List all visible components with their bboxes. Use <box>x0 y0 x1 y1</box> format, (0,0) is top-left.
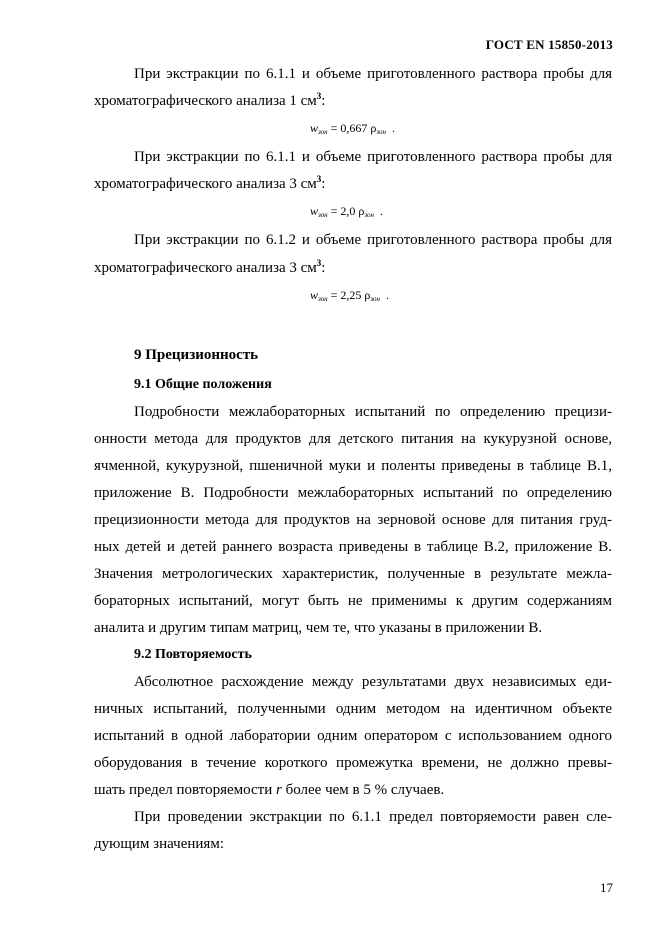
formula-rhs: = 2,0 ρ <box>330 204 365 218</box>
block2-line2-end: : <box>321 176 326 192</box>
section-9-heading: 9 Прецизионность <box>134 347 259 363</box>
section-9-2-heading: 9.2 Повторяемость <box>134 647 252 662</box>
formula-rhs-sub: зон <box>364 211 375 219</box>
sub1-line: бораторных испытаний, могут быть не применимы к другим содержаниям <box>94 593 612 609</box>
block3-line2-end: : <box>321 260 326 276</box>
formula-lhs-sub: зон <box>318 211 328 219</box>
sub1-line: приложение В. Подробности межлабораторных испытаний по определению <box>94 485 612 501</box>
formula-lhs-sub: зон <box>318 295 328 303</box>
formula-lhs: w <box>310 204 319 218</box>
block1-formula <box>310 121 395 136</box>
page-number: 17 <box>600 880 613 895</box>
sub1-line: ячменной, кукурузной, пшеничной муки и поленты приведены в таблице В.1, <box>94 458 612 474</box>
formula-lhs: w <box>310 121 319 135</box>
formula-end: . <box>392 121 396 135</box>
sub2-line5-part-b: более чем в 5 % случаев. <box>281 782 445 798</box>
block3-line2-text: хроматографического анализа 3 см <box>94 260 317 276</box>
sub1-line: онности метода для продуктов для детского питания на кукурузной основе, <box>94 431 612 447</box>
sub2-line5-part-a: шать предел повторяемости <box>94 782 276 798</box>
sub1-line: прецизионности метода для продуктов на зерновой основе для питания груд- <box>94 512 612 528</box>
sub2-p2-line: дующим значениям: <box>94 836 224 852</box>
block3-line1: При экстракции по 6.1.2 и объеме приготовленного раствора пробы для <box>134 232 612 248</box>
sub2-p2-line: При проведении экстракции по 6.1.1 предел повторяемости равен сле- <box>134 809 612 825</box>
sub1-line: Значения метрологических характеристик, полученные в результате межла- <box>94 566 612 582</box>
section-9-1-heading: 9.1 Общие положения <box>134 377 272 392</box>
block1-sup: 3 <box>316 91 322 101</box>
block2-sup: 3 <box>316 174 322 184</box>
sub2-line: Абсолютное расхождение между результатами двух независимых еди- <box>134 674 612 690</box>
block1-line2-end: : <box>321 93 326 109</box>
formula-end: . <box>380 204 384 218</box>
sub1-line: Подробности межлабораторных испытаний по определению прецизи- <box>134 404 612 420</box>
block3-sup: 3 <box>316 258 322 268</box>
formula-rhs-sub: зон <box>376 128 387 136</box>
formula-lhs: w <box>310 288 319 302</box>
sub2-line: испытаний в одной лаборатории одним оператором с использованием одного <box>94 728 612 744</box>
sub2-line: ничных испытаний, полученными одним методом на идентичном объекте <box>94 701 612 717</box>
formula-lhs-sub: зон <box>318 128 328 136</box>
formula-rhs-sub: зон <box>370 295 381 303</box>
sub2-line: оборудования в течение короткого промежутка времени, не должно превы- <box>94 755 612 771</box>
repeatability-symbol: r <box>276 782 282 798</box>
formula-rhs: = 2,25 ρ <box>330 288 371 302</box>
block1-line2-text: хроматографического анализа 1 см <box>94 93 317 109</box>
formula-rhs: = 0,667 ρ <box>330 121 377 135</box>
block2-line2 <box>94 176 325 193</box>
block3-line2 <box>94 260 325 277</box>
block2-line2-text: хроматографического анализа 3 см <box>94 176 317 192</box>
sub2-line-5 <box>94 782 444 799</box>
block3-formula <box>310 288 389 303</box>
block1-line2 <box>94 93 325 110</box>
sub1-line: ных детей и детей раннего возраста приведены в таблице В.2, приложение В. <box>94 539 612 555</box>
sub1-line: аналита и другим типам матриц, чем те, что указаны в приложении В. <box>94 620 543 636</box>
block1-line1: При экстракции по 6.1.1 и объеме приготовленного раствора пробы для <box>134 66 612 82</box>
block2-line1: При экстракции по 6.1.1 и объеме приготовленного раствора пробы для <box>134 149 612 165</box>
document-header: ГОСТ EN 15850-2013 <box>485 37 613 52</box>
formula-end: . <box>386 288 390 302</box>
block2-formula <box>310 204 383 219</box>
